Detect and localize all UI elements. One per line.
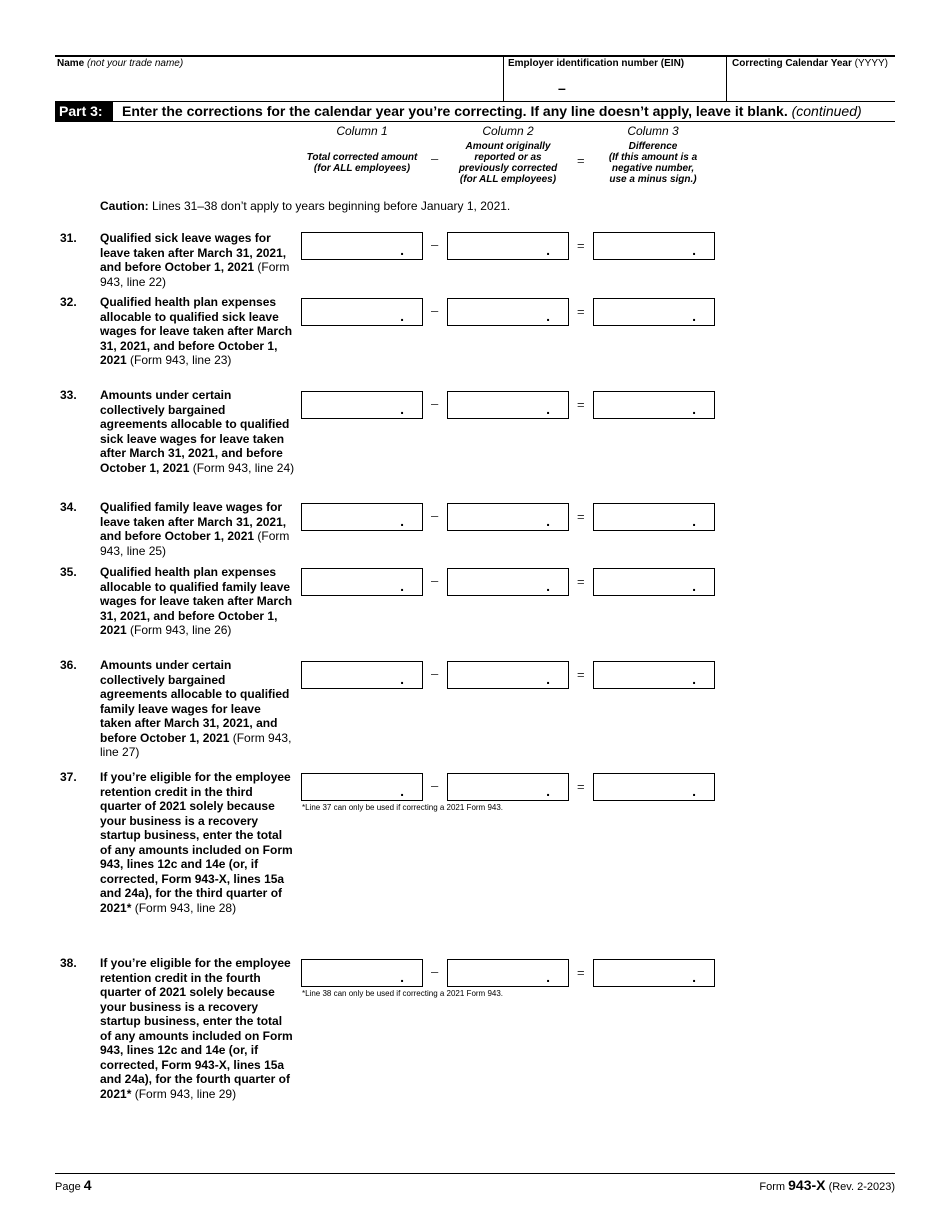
- column-3-heading: Column 3: [627, 124, 679, 138]
- minus-sign: –: [431, 237, 439, 252]
- line-34-column-1-input[interactable]: .: [301, 503, 423, 531]
- line-32-column-2-input[interactable]: .: [447, 298, 569, 326]
- equals-sign: =: [577, 667, 585, 682]
- equals-sign: =: [577, 574, 585, 589]
- line-31-column-2-input[interactable]: .: [447, 232, 569, 260]
- line-31-column-3-input[interactable]: .: [593, 232, 715, 260]
- line-37-column-2-input[interactable]: .: [447, 773, 569, 801]
- line-number: 36.: [60, 658, 77, 672]
- column-equals-sign: =: [577, 153, 585, 168]
- line-number: 37.: [60, 770, 77, 784]
- year-field-label: Correcting Calendar Year (YYYY): [732, 58, 888, 69]
- line-description: Qualified health plan expenses allocable to qualified sick leave wages for leave taken after March 31, 2021, and before October 1, 2021 (Form 943, line 23): [100, 295, 293, 367]
- line-35-column-2-input[interactable]: .: [447, 568, 569, 596]
- line-33-column-2-input[interactable]: .: [447, 391, 569, 419]
- ein-dash: –: [558, 80, 566, 96]
- minus-sign: –: [431, 778, 439, 793]
- line-description: If you’re eligible for the employee retention credit in the fourth quarter of 2021 solely because your business is a recovery startup business, enter the total of any amounts included on Form 943, lines 12c and 14e (or, if corrected, Form 943-X, lines 15a and 24a), for the fourth quarter of 2021* (Form 943, line 29): [100, 956, 293, 1101]
- line-38-footnote: *Line 38 can only be used if correcting a 2021 Form 943.: [302, 989, 504, 998]
- footer-rule: [55, 1173, 895, 1174]
- line-number: 32.: [60, 295, 77, 309]
- minus-sign: –: [431, 508, 439, 523]
- line-38-column-2-input[interactable]: .: [447, 959, 569, 987]
- equals-sign: =: [577, 779, 585, 794]
- column-1-desc: Total corrected amount (for ALL employees): [306, 152, 418, 174]
- part-title: Enter the corrections for the calendar year you’re correcting. If any line doesn’t apply, leave it blank. (continued): [122, 103, 862, 119]
- line-34-column-2-input[interactable]: .: [447, 503, 569, 531]
- line-description: Amounts under certain collectively bargained agreements allocable to qualified sick leave wages for leave taken after March 31, 2021, and before October 1, 2021 (Form 943, line 24): [100, 388, 295, 475]
- header-top-rule: [55, 55, 895, 57]
- line-description: Qualified sick leave wages for leave taken after March 31, 2021, and before October 1, 2021 (Form 943, line 22): [100, 231, 290, 289]
- minus-sign: –: [431, 573, 439, 588]
- line-38-column-3-input[interactable]: .: [593, 959, 715, 987]
- equals-sign: =: [577, 509, 585, 524]
- line-number: 34.: [60, 500, 77, 514]
- line-35-column-3-input[interactable]: .: [593, 568, 715, 596]
- line-number: 31.: [60, 231, 77, 245]
- line-37-column-3-input[interactable]: .: [593, 773, 715, 801]
- line-33-column-1-input[interactable]: .: [301, 391, 423, 419]
- minus-sign: –: [431, 666, 439, 681]
- line-description: Qualified health plan expenses allocable to qualified family leave wages for leave taken after March 31, 2021, and before October 1, 2021 (Form 943, line 26): [100, 565, 293, 637]
- line-32-column-1-input[interactable]: .: [301, 298, 423, 326]
- line-37-footnote: *Line 37 can only be used if correcting a 2021 Form 943.: [302, 803, 504, 812]
- line-number: 38.: [60, 956, 77, 970]
- equals-sign: =: [577, 238, 585, 253]
- part-label: Part 3:: [55, 102, 113, 121]
- equals-sign: =: [577, 965, 585, 980]
- minus-sign: –: [431, 396, 439, 411]
- column-2-desc: Amount originally reported or as previously corrected (for ALL employees): [458, 141, 558, 185]
- line-36-column-3-input[interactable]: .: [593, 661, 715, 689]
- column-2-heading: Column 2: [482, 124, 534, 138]
- line-number: 33.: [60, 388, 77, 402]
- line-31-column-1-input[interactable]: .: [301, 232, 423, 260]
- line-33-column-3-input[interactable]: .: [593, 391, 715, 419]
- line-description: Amounts under certain collectively bargained agreements allocable to qualified family leave wages for leave taken after March 31, 2021, and before October 1, 2021 (Form 943, line 27): [100, 658, 292, 759]
- line-37-column-1-input[interactable]: .: [301, 773, 423, 801]
- line-number: 35.: [60, 565, 77, 579]
- minus-sign: –: [431, 303, 439, 318]
- line-32-column-3-input[interactable]: .: [593, 298, 715, 326]
- line-36-column-2-input[interactable]: .: [447, 661, 569, 689]
- equals-sign: =: [577, 397, 585, 412]
- line-35-column-1-input[interactable]: .: [301, 568, 423, 596]
- page-number: Page 4: [55, 1177, 92, 1193]
- line-description: If you’re eligible for the employee retention credit in the third quarter of 2021 solely because your business is a recovery startup business, enter the total of any amounts included on Form 943, lines 12c and 14e (or, if corrected, Form 943-X, lines 15a and 24a), for the third quarter of 2021* (Form 943, line 28): [100, 770, 293, 915]
- line-description: Qualified family leave wages for leave taken after March 31, 2021, and before October 1, 2021 (Form 943, line 25): [100, 500, 290, 558]
- ein-field-label: Employer identification number (EIN): [508, 58, 685, 69]
- caution-note: Caution: Lines 31–38 don’t apply to years beginning before January 1, 2021.: [100, 199, 511, 213]
- header-divider: [503, 56, 504, 102]
- column-minus-sign: –: [431, 151, 439, 166]
- part-rule: [55, 121, 895, 122]
- header-divider: [726, 56, 727, 102]
- column-3-desc: Difference (If this amount is a negative number, use a minus sign.): [608, 141, 698, 185]
- equals-sign: =: [577, 304, 585, 319]
- line-34-column-3-input[interactable]: .: [593, 503, 715, 531]
- line-36-column-1-input[interactable]: .: [301, 661, 423, 689]
- minus-sign: –: [431, 964, 439, 979]
- column-1-heading: Column 1: [336, 124, 388, 138]
- line-38-column-1-input[interactable]: .: [301, 959, 423, 987]
- name-field-label: Name (not your trade name): [57, 58, 184, 69]
- form-identifier: Form 943-X (Rev. 2-2023): [759, 1177, 895, 1193]
